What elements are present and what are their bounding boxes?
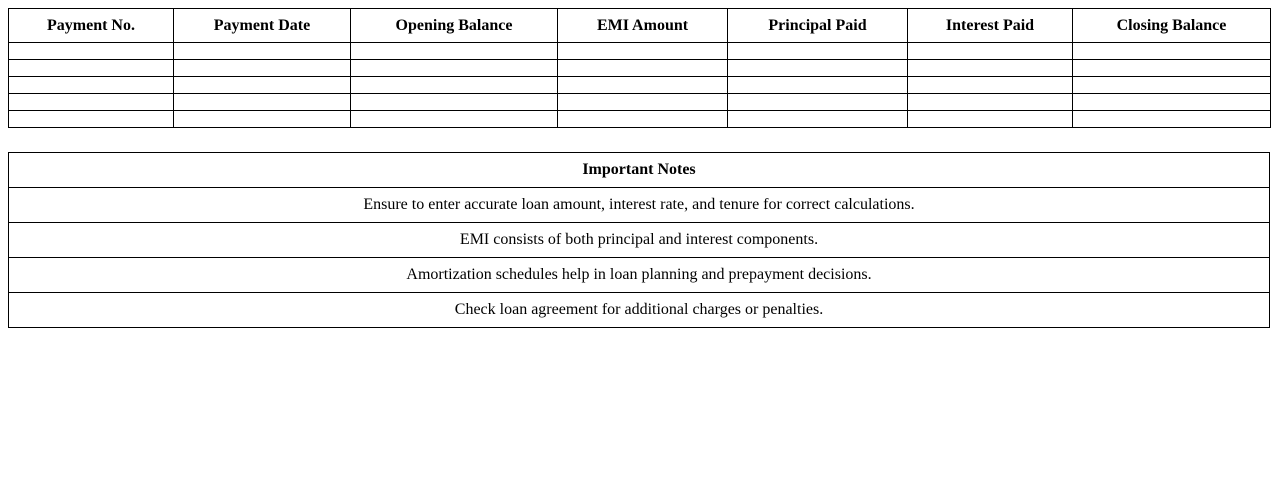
table-cell bbox=[9, 111, 174, 128]
header-emi-amount: EMI Amount bbox=[558, 9, 728, 43]
amortization-schedule-table bbox=[8, 8, 1271, 128]
table-row bbox=[9, 111, 1271, 128]
table-cell bbox=[1073, 111, 1271, 128]
note-text: Amortization schedules help in loan planning and prepayment decisions. bbox=[9, 258, 1270, 293]
table-cell bbox=[9, 60, 174, 77]
header-principal-paid: Principal Paid bbox=[728, 9, 908, 43]
table-cell bbox=[351, 77, 558, 94]
table-cell bbox=[908, 77, 1073, 94]
header-row bbox=[9, 9, 1271, 43]
table-cell bbox=[728, 111, 908, 128]
list-item bbox=[9, 293, 1270, 328]
notes-header-row bbox=[9, 153, 1270, 188]
header-payment-date: Payment Date bbox=[174, 9, 351, 43]
table-row bbox=[9, 43, 1271, 60]
table-cell bbox=[351, 43, 558, 60]
table-cell bbox=[351, 60, 558, 77]
table-cell bbox=[558, 43, 728, 60]
header-opening-balance: Opening Balance bbox=[351, 9, 558, 43]
header-interest-paid: Interest Paid bbox=[908, 9, 1073, 43]
table-cell bbox=[174, 94, 351, 111]
table-cell bbox=[9, 77, 174, 94]
table-cell bbox=[558, 111, 728, 128]
page-content bbox=[8, 8, 1270, 328]
table-cell bbox=[351, 111, 558, 128]
table-cell bbox=[174, 43, 351, 60]
table-cell bbox=[728, 94, 908, 111]
table-cell bbox=[9, 94, 174, 111]
table-cell bbox=[908, 94, 1073, 111]
table-cell bbox=[728, 43, 908, 60]
table-cell bbox=[558, 77, 728, 94]
table-row bbox=[9, 77, 1271, 94]
table-cell bbox=[174, 111, 351, 128]
table-cell bbox=[558, 60, 728, 77]
table-cell bbox=[1073, 60, 1271, 77]
table-cell bbox=[908, 60, 1073, 77]
table-cell bbox=[1073, 77, 1271, 94]
table-cell bbox=[908, 43, 1073, 60]
notes-title: Important Notes bbox=[9, 153, 1270, 188]
header-payment-no: Payment No. bbox=[9, 9, 174, 43]
table-cell bbox=[174, 77, 351, 94]
list-item bbox=[9, 258, 1270, 293]
note-text: Ensure to enter accurate loan amount, interest rate, and tenure for correct calculations. bbox=[9, 188, 1270, 223]
note-text: EMI consists of both principal and interest components. bbox=[9, 223, 1270, 258]
table-cell bbox=[728, 60, 908, 77]
table-row bbox=[9, 94, 1271, 111]
list-item bbox=[9, 188, 1270, 223]
table-cell bbox=[908, 111, 1073, 128]
table-cell bbox=[1073, 94, 1271, 111]
table-cell bbox=[1073, 43, 1271, 60]
table-cell bbox=[728, 77, 908, 94]
note-text: Check loan agreement for additional charges or penalties. bbox=[9, 293, 1270, 328]
table-cell bbox=[174, 60, 351, 77]
header-closing-balance: Closing Balance bbox=[1073, 9, 1271, 43]
table-cell bbox=[9, 43, 174, 60]
important-notes-table bbox=[8, 152, 1270, 328]
table-cell bbox=[351, 94, 558, 111]
list-item bbox=[9, 223, 1270, 258]
table-cell bbox=[558, 94, 728, 111]
table-row bbox=[9, 60, 1271, 77]
